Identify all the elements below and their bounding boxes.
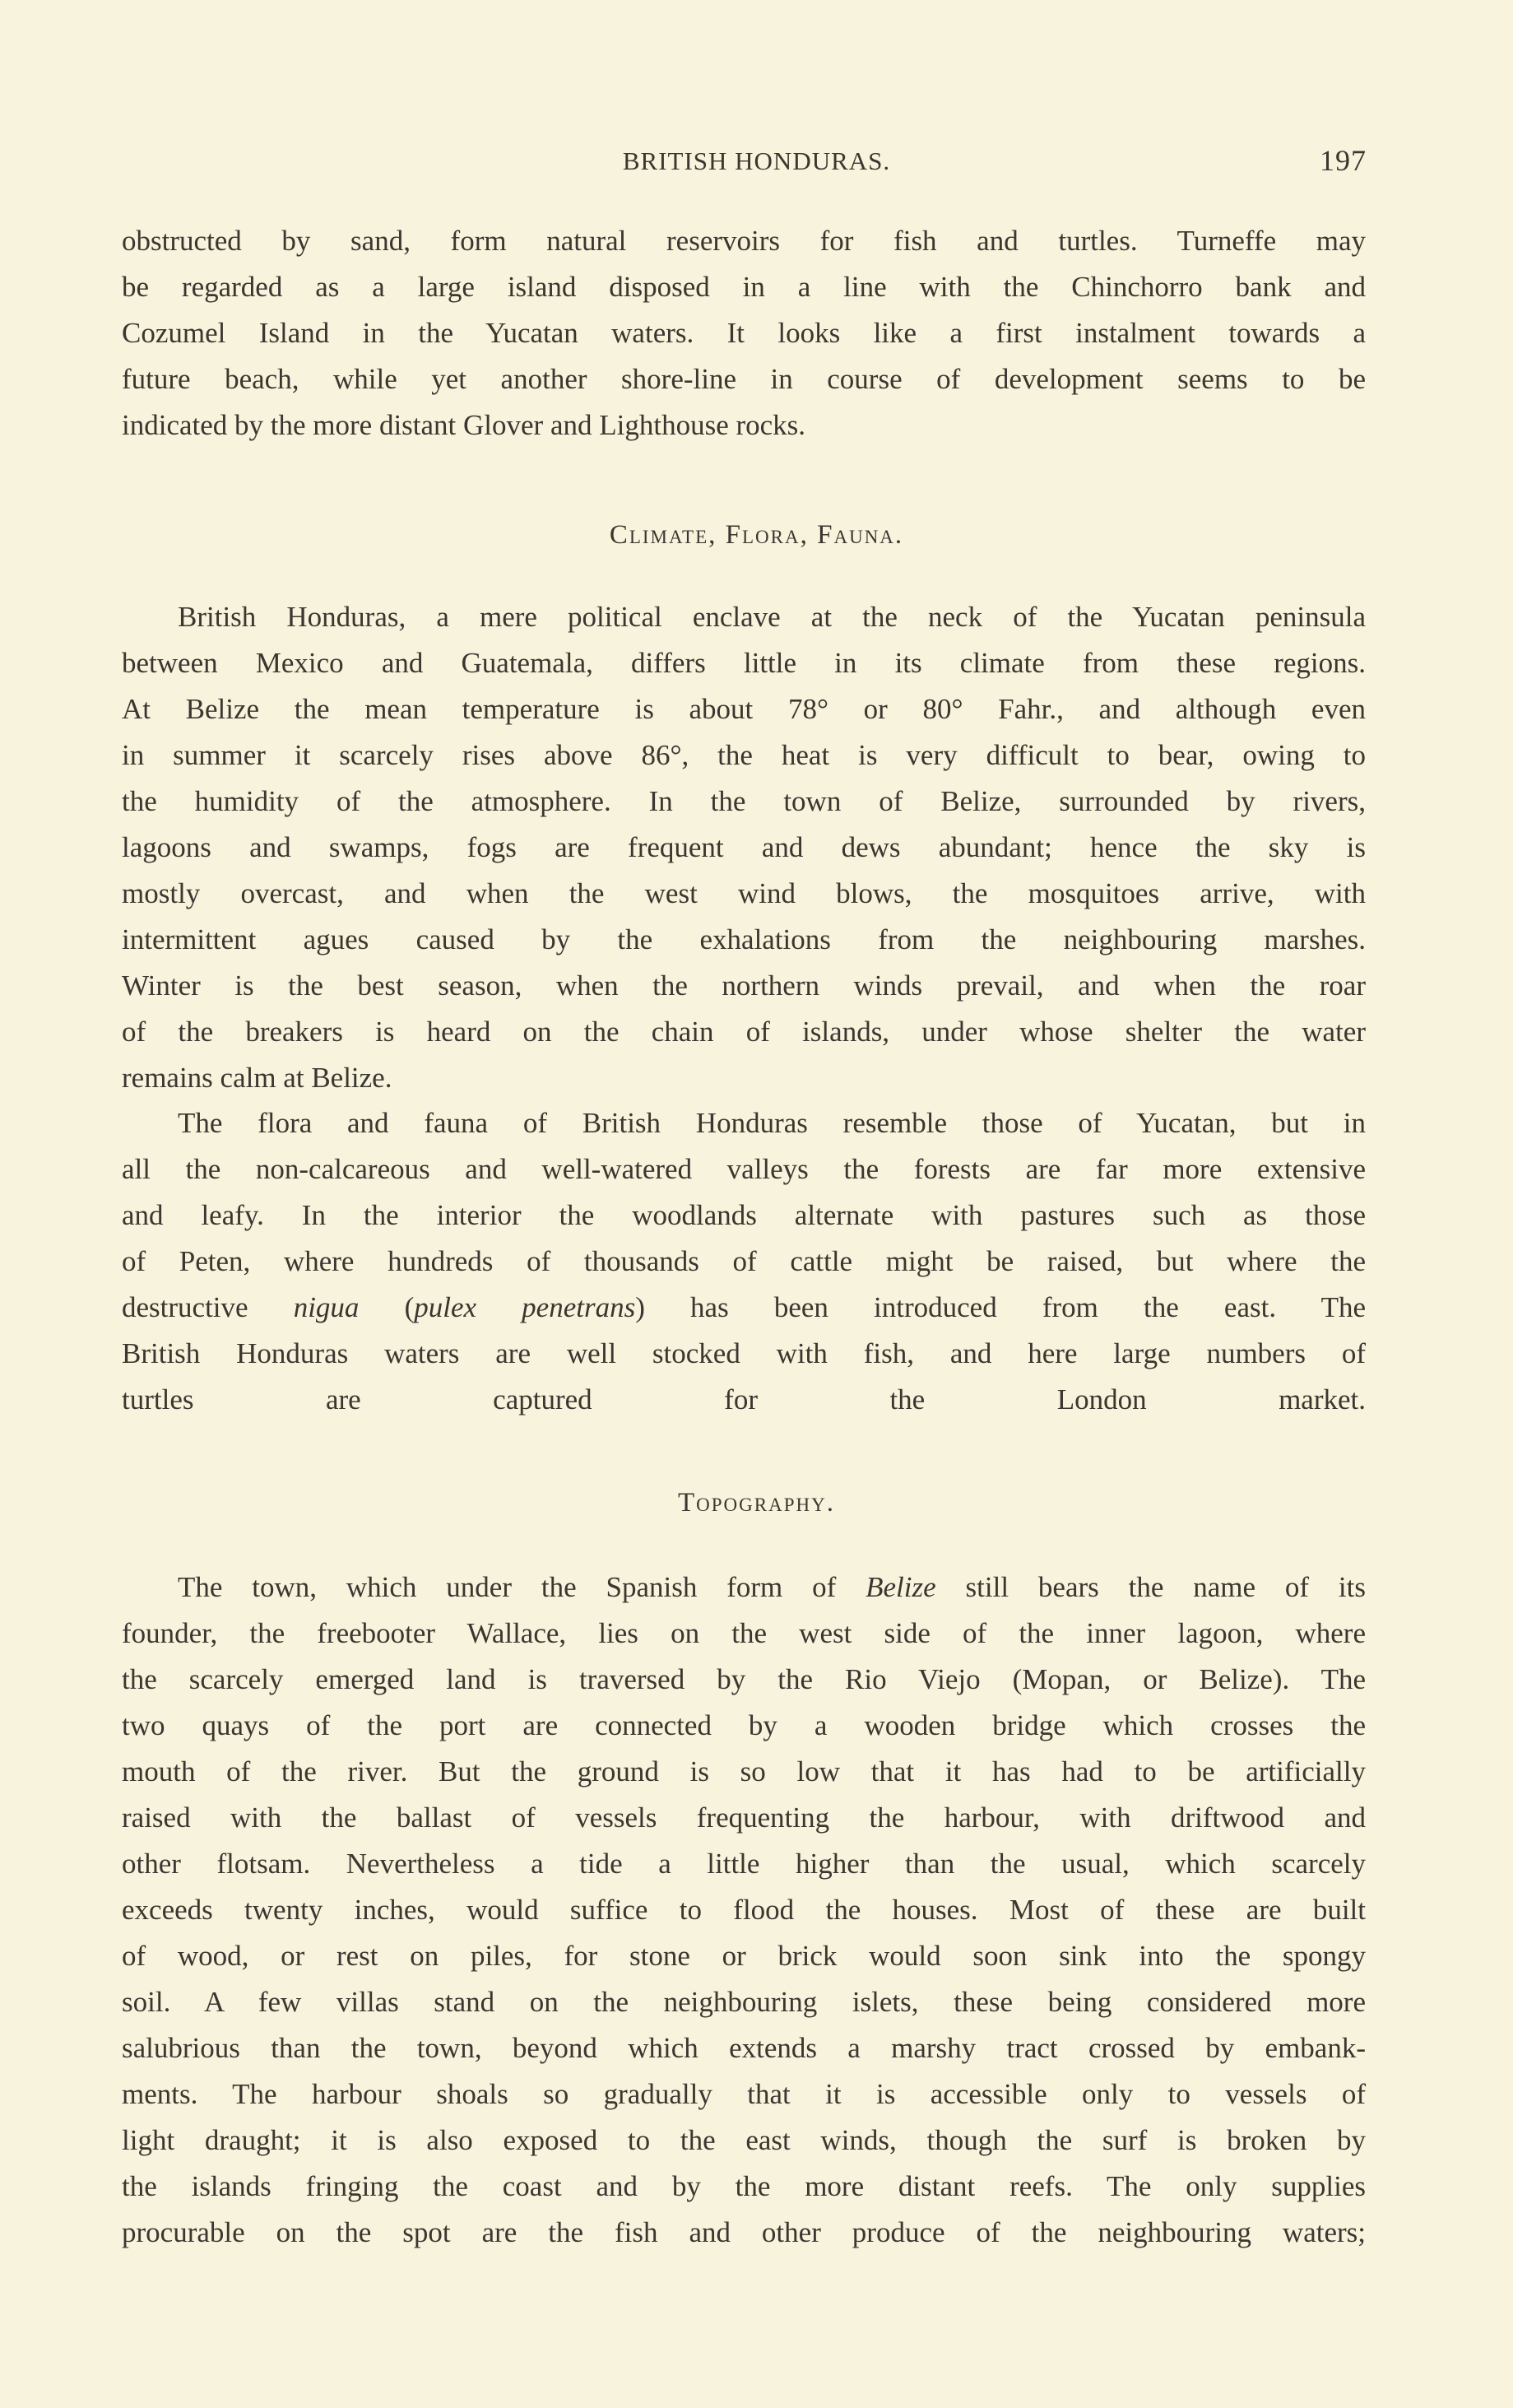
text-line: British Honduras waters are well stocked with fish, and here large numbers of <box>122 1337 1366 1369</box>
text-segment: ) has been introduced from the east. The <box>635 1291 1367 1323</box>
italic-term: nigua <box>293 1291 360 1323</box>
text-line: and leafy. In the interior the woodlands alternate with pastures such as those <box>122 1199 1366 1231</box>
text-segment: The town, which under the Spanish form of <box>178 1571 866 1603</box>
text-line: indicated by the more distant Glover and Lighthouse rocks. <box>122 409 806 441</box>
section-heading: Topography. <box>678 1488 835 1518</box>
text-line: of Peten, where hundreds of thousands of cattle might be raised, but where the <box>122 1245 1366 1277</box>
text-line: British Honduras, a mere political enclave at the neck of the Yucatan peninsula <box>178 601 1366 633</box>
text-line: mouth of the river. But the ground is so low that it has had to be artificially <box>122 1755 1366 1787</box>
text-line <box>122 1285 1366 1331</box>
paragraph <box>122 594 1366 1101</box>
text-line <box>122 1564 1366 1611</box>
running-header-title: BRITISH HONDURAS. <box>622 146 891 175</box>
text-segment: still bears the name of its <box>935 1571 1366 1603</box>
text-line: obstructed by sand, form natural reservoirs for fish and turtles. Turneffe may <box>122 225 1366 257</box>
page-number: 197 <box>1320 144 1367 177</box>
text-line: light draught; it is also exposed to the east winds, though the surf is broken by <box>122 2124 1366 2156</box>
text-line: the scarcely emerged land is traversed by the Rio Viejo (Mopan, or Belize). The <box>122 1663 1366 1695</box>
text-line: remains calm at Belize. <box>122 1062 392 1094</box>
text-line: be regarded as a large island disposed in a line with the Chinchorro bank and <box>122 271 1366 303</box>
text-segment: destructive <box>122 1291 294 1323</box>
text-line: founder, the freebooter Wallace, lies on the west side of the inner lagoon, where <box>122 1617 1366 1649</box>
italic-term: pulex penetrans <box>414 1291 636 1323</box>
text-line: raised with the ballast of vessels frequenting the harbour, with driftwood and <box>122 1801 1366 1834</box>
text-line: At Belize the mean temperature is about 78° or 80° Fahr., and although even <box>122 693 1366 725</box>
paragraph <box>122 218 1366 449</box>
text-line: lagoons and swamps, fogs are frequent and dews abundant; hence the sky is <box>122 831 1366 863</box>
text-line: The flora and fauna of British Honduras resemble those of Yucatan, but in <box>178 1107 1366 1139</box>
paragraph <box>122 1100 1366 1423</box>
text-line: procurable on the spot are the fish and other produce of the neighbouring waters; <box>122 2216 1366 2248</box>
text-line: of wood, or rest on piles, for stone or brick would soon sink into the spongy <box>122 1940 1366 1972</box>
text-line: turtles are captured for the London market. <box>122 1383 1366 1416</box>
text-line: exceeds twenty inches, would suffice to flood the houses. Most of these are built <box>122 1894 1366 1926</box>
text-line: ments. The harbour shoals so gradually that it is accessible only to vessels of <box>122 2078 1366 2110</box>
text-segment: ( <box>359 1291 415 1323</box>
text-line: of the breakers is heard on the chain of islands, under whose shelter the water <box>122 1016 1366 1048</box>
italic-term: Belize <box>866 1571 936 1603</box>
text-line: the islands fringing the coast and by the more distant reefs. The only supplies <box>122 2170 1366 2202</box>
text-line: in summer it scarcely rises above 86°, the heat is very difficult to bear, owing to <box>122 739 1366 771</box>
text-line: future beach, while yet another shore-line in course of development seems to be <box>122 363 1366 395</box>
text-line: the humidity of the atmosphere. In the town of Belize, surrounded by rivers, <box>122 785 1366 817</box>
text-line: all the non-calcareous and well-watered valleys the forests are far more extensive <box>122 1153 1366 1185</box>
text-line: intermittent agues caused by the exhalations from the neighbouring marshes. <box>122 923 1366 955</box>
text-line: soil. A few villas stand on the neighbouring islets, these being considered more <box>122 1986 1366 2018</box>
text-line: two quays of the port are connected by a wooden bridge which crosses the <box>122 1709 1366 1741</box>
text-line: mostly overcast, and when the west wind blows, the mosquitoes arrive, with <box>122 877 1366 909</box>
text-line: Cozumel Island in the Yucatan waters. It looks like a first instalment towards a <box>122 317 1366 349</box>
text-line: salubrious than the town, beyond which extends a marshy tract crossed by embank- <box>122 2032 1366 2064</box>
text-line: other flotsam. Nevertheless a tide a little higher than the usual, which scarcely <box>122 1848 1366 1880</box>
text-line: between Mexico and Guatemala, differs little in its climate from these regions. <box>122 647 1366 679</box>
text-line: Winter is the best season, when the northern winds prevail, and when the roar <box>122 969 1366 1002</box>
paragraph <box>122 1564 1366 2256</box>
section-heading: Climate, Flora, Fauna. <box>609 520 904 550</box>
